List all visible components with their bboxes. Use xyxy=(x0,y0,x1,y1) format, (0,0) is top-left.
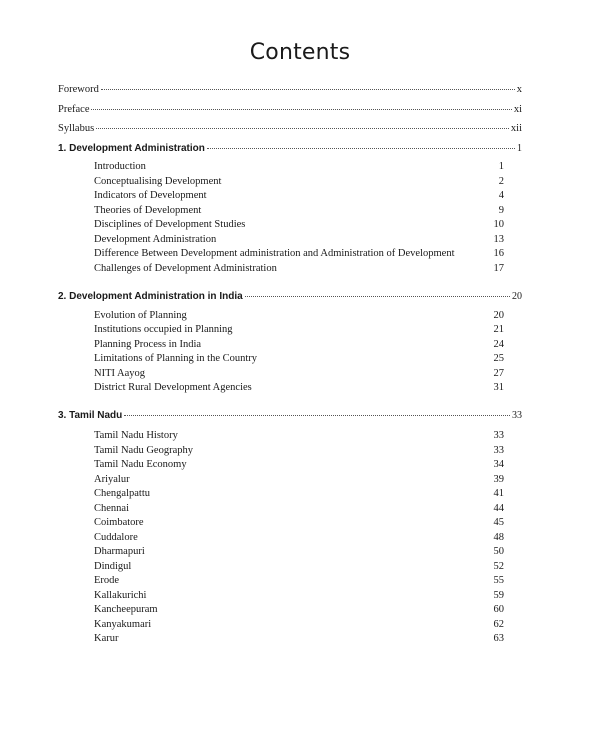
toc-entry[interactable] xyxy=(94,339,504,351)
entry-label: Ariyalur xyxy=(94,474,130,485)
dot-leader xyxy=(207,148,515,149)
entry-label: Limitations of Planning in the Country xyxy=(94,353,258,364)
toc-front-preface[interactable] xyxy=(58,104,522,116)
toc-entry[interactable] xyxy=(94,474,504,486)
dot-leader xyxy=(245,296,510,297)
toc-entry[interactable] xyxy=(94,445,504,457)
entry-label: Introduction xyxy=(94,161,146,172)
toc-entry[interactable] xyxy=(94,459,504,471)
toc-entry[interactable] xyxy=(94,561,504,573)
entry-page: 33 xyxy=(493,430,504,441)
toc-page: xii xyxy=(510,123,522,134)
toc-page: xi xyxy=(513,104,522,115)
entry-label: Chengalpattu xyxy=(94,488,150,499)
entry-page: 1 xyxy=(498,161,504,172)
chapter-title: 1. Development Administration xyxy=(58,143,205,154)
entry-label: Indicators of Development xyxy=(94,190,207,201)
entry-page: 4 xyxy=(498,190,504,201)
toc-entry[interactable] xyxy=(94,604,504,616)
entry-label: Challenges of Development Administration xyxy=(94,263,277,274)
entry-label: Tamil Nadu History xyxy=(94,430,178,441)
toc-entry[interactable] xyxy=(94,382,504,394)
entry-label: Karur xyxy=(94,633,119,644)
entry-page: 21 xyxy=(493,324,504,335)
toc-entry[interactable] xyxy=(94,503,504,515)
toc-entry[interactable] xyxy=(94,219,504,231)
entry-label: District Rural Development Agencies xyxy=(94,382,252,393)
toc-entry[interactable] xyxy=(94,205,504,217)
toc-label: Foreword xyxy=(58,84,99,95)
toc-entry[interactable] xyxy=(94,517,504,529)
entry-page: 31 xyxy=(493,382,504,393)
entry-page: 41 xyxy=(493,488,504,499)
toc-chapter-2[interactable] xyxy=(58,291,522,303)
entry-page: 44 xyxy=(493,503,504,514)
entry-page: 33 xyxy=(493,445,504,456)
entry-label: Coimbatore xyxy=(94,517,144,528)
entry-label: Chennai xyxy=(94,503,129,514)
entry-label: Dharmapuri xyxy=(94,546,145,557)
toc-entry[interactable] xyxy=(94,248,504,260)
toc-entry[interactable] xyxy=(94,532,504,544)
toc-entry[interactable] xyxy=(94,324,504,336)
toc-chapter-1[interactable] xyxy=(58,143,522,155)
entry-page: 39 xyxy=(493,474,504,485)
toc-front-foreword[interactable] xyxy=(58,84,522,96)
chapter-page: 33 xyxy=(512,410,522,421)
entry-label: Kallakurichi xyxy=(94,590,147,601)
toc-entry[interactable] xyxy=(94,575,504,587)
entry-label: Disciplines of Development Studies xyxy=(94,219,246,230)
toc-entry[interactable] xyxy=(94,310,504,322)
toc-label: Preface xyxy=(58,104,90,115)
chapter-page: 1 xyxy=(517,143,522,154)
entry-label: Erode xyxy=(94,575,120,586)
toc-entry[interactable] xyxy=(94,161,504,173)
entry-page: 9 xyxy=(498,205,504,216)
entry-label: Dindigul xyxy=(94,561,132,572)
entry-page: 25 xyxy=(493,353,504,364)
entry-label: Planning Process in India xyxy=(94,339,202,350)
entry-page: 13 xyxy=(493,234,504,245)
entry-label: Cuddalore xyxy=(94,532,138,543)
entry-label: Theories of Development xyxy=(94,205,202,216)
entry-page: 62 xyxy=(493,619,504,630)
entry-label: Conceptualising Development xyxy=(94,176,222,187)
entry-page: 52 xyxy=(493,561,504,572)
entry-page: 17 xyxy=(493,263,504,274)
dot-leader xyxy=(96,128,509,129)
entry-label: Kancheepuram xyxy=(94,604,158,615)
entry-page: 24 xyxy=(493,339,504,350)
entry-page: 20 xyxy=(493,310,504,321)
entry-label: Difference Between Development administration and Administration of Development xyxy=(94,248,455,259)
dot-leader xyxy=(91,109,511,110)
chapter-title: 2. Development Administration in India xyxy=(58,291,243,302)
toc-entry[interactable] xyxy=(94,368,504,380)
toc-entry[interactable] xyxy=(94,263,504,275)
entry-label: Tamil Nadu Economy xyxy=(94,459,187,470)
toc-label: Syllabus xyxy=(58,123,95,134)
toc-entry[interactable] xyxy=(94,234,504,246)
toc-entry[interactable] xyxy=(94,488,504,500)
dot-leader xyxy=(101,89,515,90)
entry-page: 27 xyxy=(493,368,504,379)
entry-page: 63 xyxy=(493,633,504,644)
entry-page: 2 xyxy=(498,176,504,187)
toc-entry[interactable] xyxy=(94,430,504,442)
entry-label: Institutions occupied in Planning xyxy=(94,324,233,335)
toc-entry[interactable] xyxy=(94,633,504,645)
toc-entry[interactable] xyxy=(94,176,504,188)
dot-leader xyxy=(124,415,510,416)
entry-label: Development Administration xyxy=(94,234,217,245)
toc-entry[interactable] xyxy=(94,190,504,202)
chapter-title: 3. Tamil Nadu xyxy=(58,410,123,421)
chapter-page: 20 xyxy=(512,291,522,302)
entry-page: 45 xyxy=(493,517,504,528)
entry-page: 50 xyxy=(493,546,504,557)
toc-entry[interactable] xyxy=(94,590,504,602)
entry-label: Kanyakumari xyxy=(94,619,152,630)
entry-page: 10 xyxy=(493,219,504,230)
toc-entry[interactable] xyxy=(94,546,504,558)
toc-entry[interactable] xyxy=(94,619,504,631)
entry-page: 34 xyxy=(493,459,504,470)
entry-page: 60 xyxy=(493,604,504,615)
entry-page: 48 xyxy=(493,532,504,543)
toc-page: x xyxy=(516,84,522,95)
entry-label: Tamil Nadu Geography xyxy=(94,445,193,456)
entry-page: 16 xyxy=(493,248,504,259)
entry-label: NITI Aayog xyxy=(94,368,146,379)
entry-page: 59 xyxy=(493,590,504,601)
entry-page: 55 xyxy=(493,575,504,586)
toc-chapter-3[interactable] xyxy=(58,410,522,422)
page-title: Contents xyxy=(249,40,351,65)
toc-entry[interactable] xyxy=(94,353,504,365)
entry-label: Evolution of Planning xyxy=(94,310,187,321)
toc-front-syllabus[interactable] xyxy=(58,123,522,135)
